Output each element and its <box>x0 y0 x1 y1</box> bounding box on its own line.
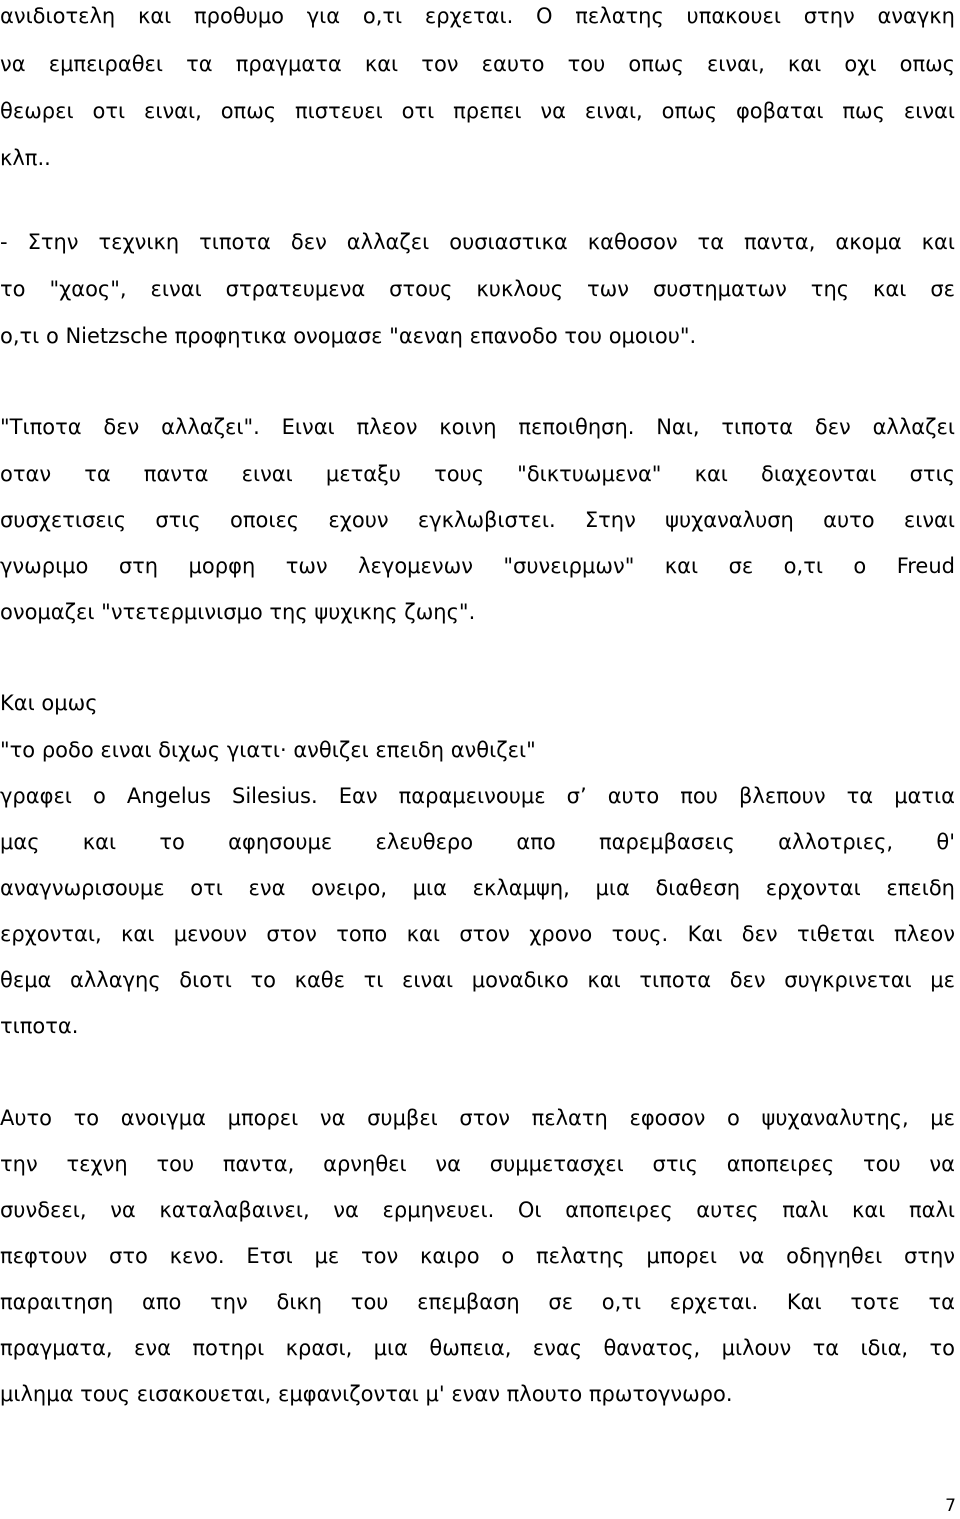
text-line: πεφτουν στο κενο. Ετσι με τον καιρο ο πελατης μπορει να οδηγηθει στην <box>0 1244 955 1268</box>
text-line: ο,τι ο Nietzsche προφητικα ονομασε "αεναη επανοδο του ομοιου". <box>0 324 697 348</box>
text-line: μας και το αφησουμε ελευθερο απο παρεμβασεις αλλοτριες, θ' <box>0 830 955 854</box>
text-line: οταν τα παντα ειναι μεταξυ τους "δικτυωμενα" και διαχεονται στις <box>0 462 955 486</box>
text-line: να εμπειραθει τα πραγματα και τον εαυτο του οπως ειναι, και οχι οπως <box>0 52 955 76</box>
text-line: μιλημα τους εισακουεται, εμφανιζονται μ' εναν πλουτο πρωτογνωρο. <box>0 1382 733 1406</box>
page-number: 7 <box>945 1496 956 1516</box>
text-line: ανιδιοτελη και προθυμο για ο,τι ερχεται. Ο πελατης υπακουει στην αναγκη <box>0 4 955 28</box>
text-line: πραγματα, ενα ποτηρι κρασι, μια θωπεια, ενας θανατος, μιλουν τα ιδια, το <box>0 1336 955 1360</box>
text-line: γνωριμο στη μορφη των λεγομενων "συνειρμων" και σε ο,τι ο Freud <box>0 554 955 578</box>
text-line: θεωρει οτι ειναι, οπως πιστευει οτι πρεπει να ειναι, οπως φοβαται πως ειναι <box>0 99 955 123</box>
text-line: την τεχνη του παντα, αρνηθει να συμμετασχει στις αποπειρες του να <box>0 1152 955 1176</box>
text-line: Και ομως <box>0 691 98 715</box>
text-line: "Τιποτα δεν αλλαζει". Ειναι πλεον κοινη πεποιθηση. Ναι, τιποτα δεν αλλαζει <box>0 415 955 439</box>
text-line: το "χαος", ειναι στρατευμενα στους κυκλους των συστηματων της και σε <box>0 277 955 301</box>
quote-line: "το ροδο ειναι διχως γιατι· ανθιζει επειδη ανθιζει" <box>0 738 536 762</box>
text-line: ονομαζει "ντετερμινισμο της ψυχικης ζωης". <box>0 600 476 624</box>
text-line: τιποτα. <box>0 1014 79 1038</box>
text-line: συνδεει, να καταλαβαινει, να ερμηνευει. Οι αποπειρες αυτες παλι και παλι <box>0 1198 955 1222</box>
text-line: κλπ.. <box>0 146 51 170</box>
text-line: αναγνωρισουμε οτι ενα ονειρο, μια εκλαμψη, μια διαθεση ερχονται επειδη <box>0 876 955 900</box>
text-line: παραιτηση απο την δικη του επεμβαση σε ο,τι ερχεται. Και τοτε τα <box>0 1290 955 1314</box>
text-line: - Στην τεχνικη τιποτα δεν αλλαζει ουσιαστικα καθοσον τα παντα, ακομα και <box>0 230 955 254</box>
text-line: συσχετισεις στις οποιες εχουν εγκλωβιστει. Στην ψυχαναλυση αυτο ειναι <box>0 508 955 532</box>
text-line: θεμα αλλαγης διοτι το καθε τι ειναι μοναδικο και τιποτα δεν συγκρινεται με <box>0 968 955 992</box>
text-line: γραφει ο Angelus Silesius. Εαν παραμεινουμε σ’ αυτο που βλεπουν τα ματια <box>0 784 955 808</box>
text-line: ερχονται, και μενουν στον τοπο και στον χρονο τους. Και δεν τιθεται πλεον <box>0 922 955 946</box>
text-line: Αυτο το ανοιγμα μπορει να συμβει στον πελατη εφοσον ο ψυχαναλυτης, με <box>0 1106 955 1130</box>
